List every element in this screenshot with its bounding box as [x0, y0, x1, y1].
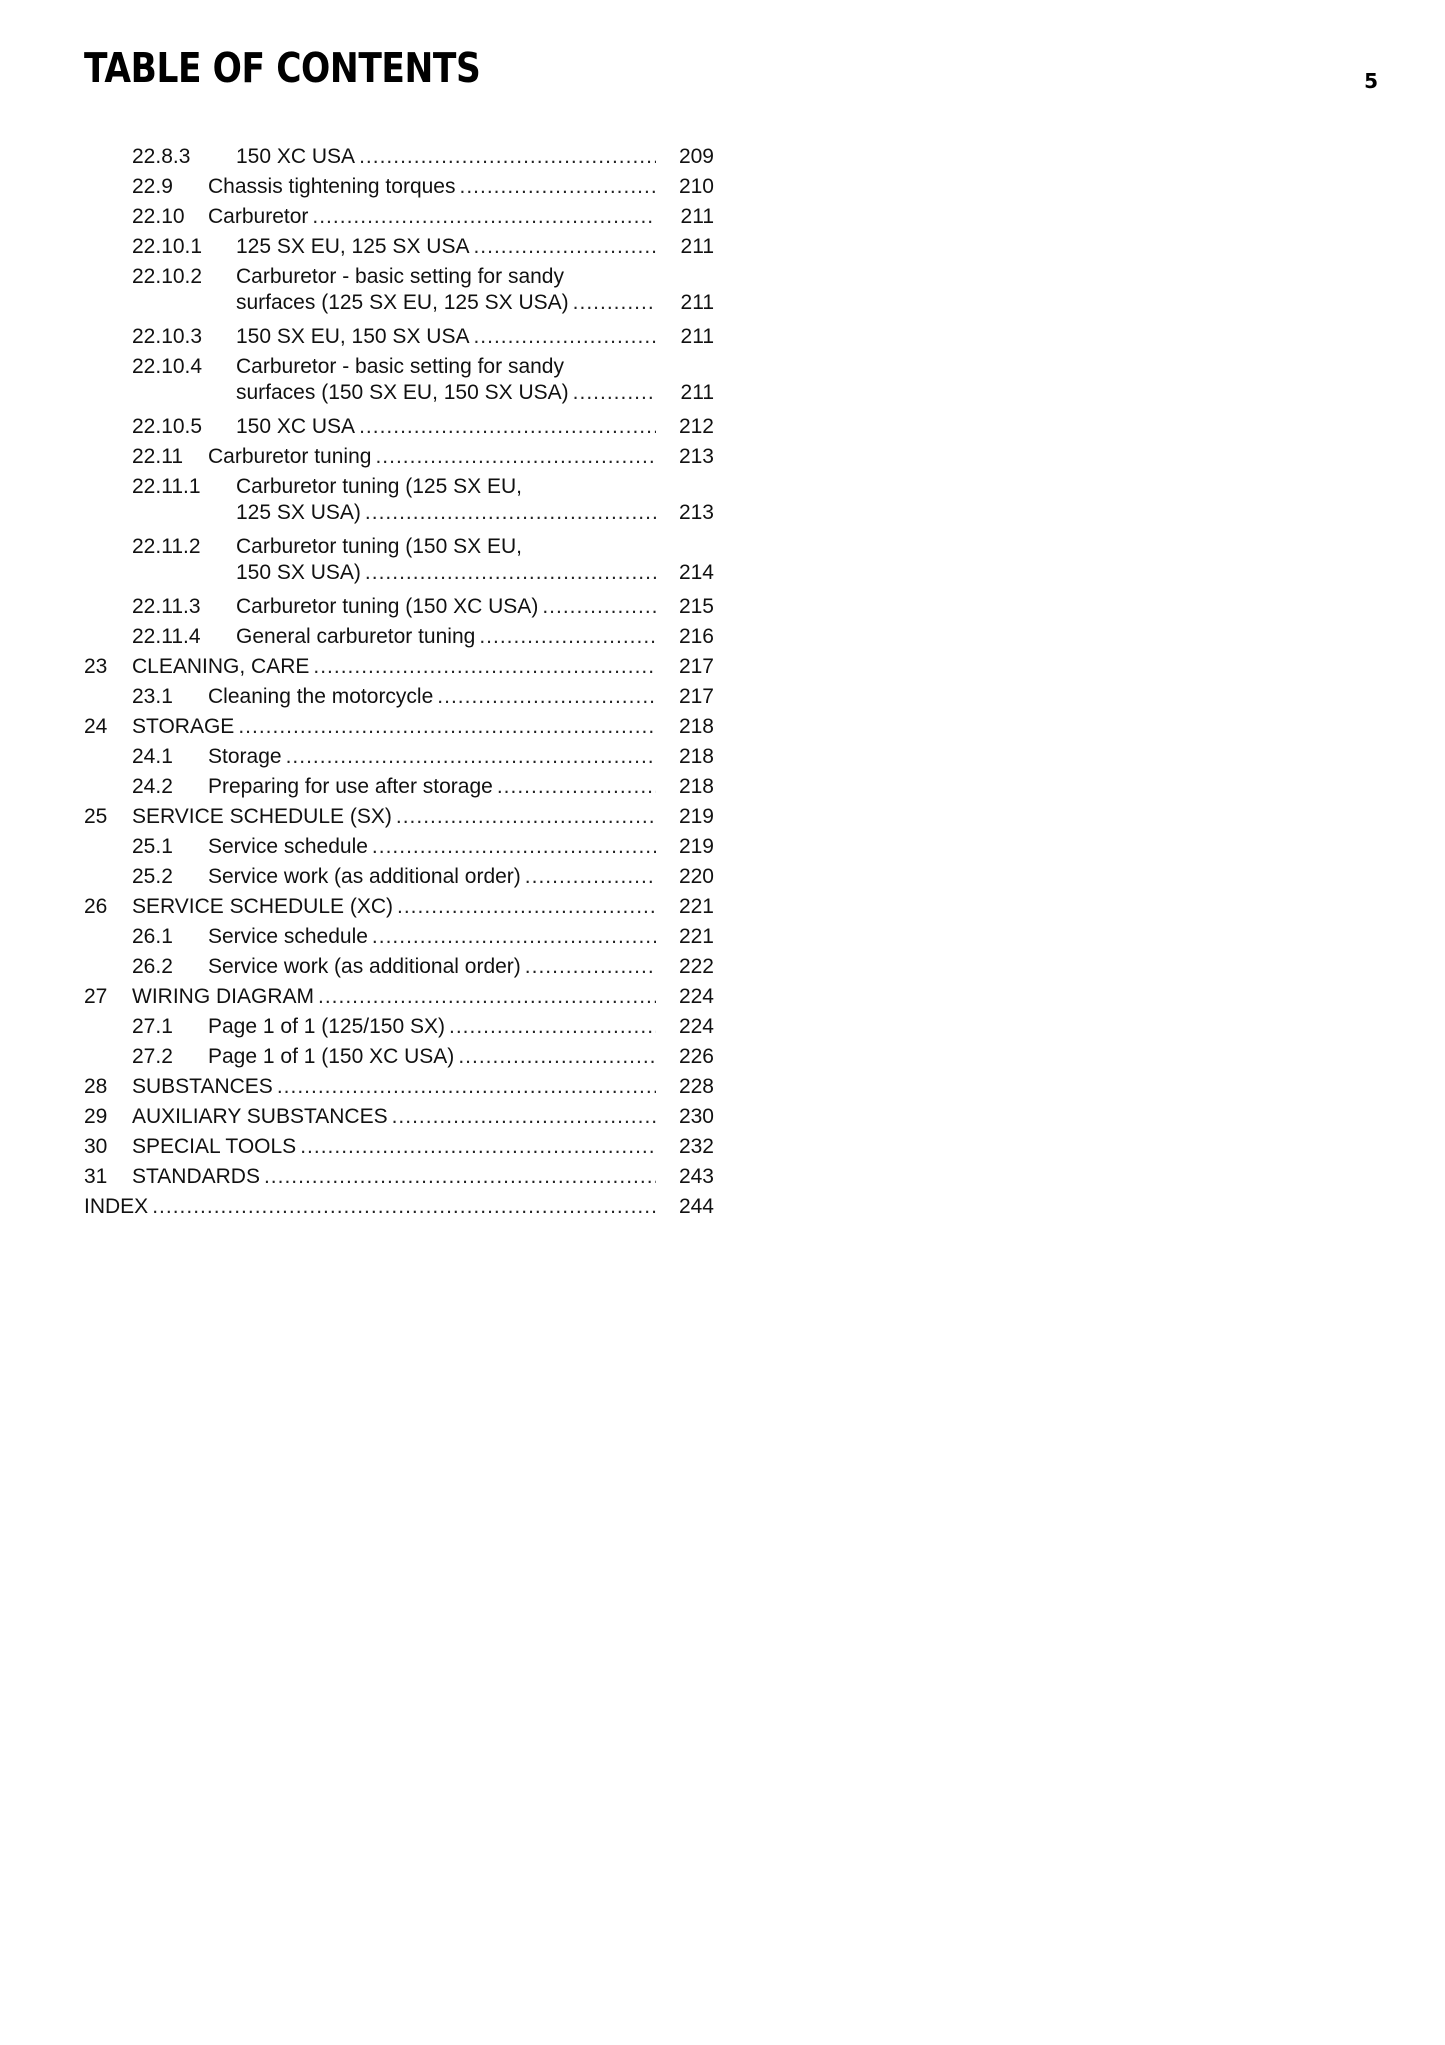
toc-entry[interactable]	[84, 1192, 714, 1222]
toc-entry-title: 150 SX USA)	[236, 561, 361, 584]
toc-entry-page: 244	[678, 1195, 714, 1218]
dot-leader	[277, 1074, 656, 1100]
toc-entry-number: 30	[84, 1135, 108, 1158]
dot-leader	[473, 234, 656, 260]
toc-entry[interactable]	[84, 1102, 714, 1132]
toc-entry[interactable]	[84, 682, 714, 712]
dot-leader	[359, 144, 656, 170]
toc-entry-title: CLEANING, CARE	[132, 655, 310, 678]
toc-entry-page: 210	[678, 175, 714, 198]
toc-entry-page: 226	[678, 1045, 714, 1068]
toc-entry-page: 232	[678, 1135, 714, 1158]
toc-entry-page: 220	[678, 865, 714, 888]
toc-entry-number: 22.11.1	[132, 475, 201, 498]
toc-entry-number: 26	[84, 895, 108, 918]
toc-entry-number: 22.11.4	[132, 625, 201, 648]
toc-entry-page: 211	[680, 325, 714, 348]
toc-entry-title-first-line: Carburetor - basic setting for sandy	[236, 265, 564, 288]
toc-entry-title: Cleaning the motorcycle	[208, 685, 434, 708]
toc-entry-number: 22.10.3	[132, 325, 203, 348]
toc-entry-page: 211	[680, 235, 714, 258]
dot-leader	[437, 684, 656, 710]
dot-leader	[312, 204, 656, 230]
toc-entry-number: 24	[84, 715, 108, 738]
toc-entry-title: INDEX	[84, 1195, 149, 1218]
toc-entry[interactable]	[84, 1012, 714, 1042]
dot-leader	[396, 804, 656, 830]
dot-leader	[458, 1044, 656, 1070]
page-number: 5	[1364, 69, 1378, 93]
toc-entry-title: STANDARDS	[132, 1165, 260, 1188]
dot-leader	[397, 894, 656, 920]
toc-entry-page: 212	[678, 415, 714, 438]
toc-entry-title: Storage	[208, 745, 282, 768]
toc-entry-number: 23.1	[132, 685, 173, 708]
toc-entry-number: 28	[84, 1075, 108, 1098]
toc-entry-number: 24.2	[132, 775, 173, 798]
toc-entry-title: Service schedule	[208, 835, 368, 858]
dot-leader	[392, 1104, 656, 1130]
toc-entry-page: 218	[678, 745, 714, 768]
toc-entry[interactable]	[84, 862, 714, 892]
toc-entry-page: 218	[678, 775, 714, 798]
toc-entry-page: 221	[678, 925, 714, 948]
toc-entry-number: 22.11	[132, 445, 183, 468]
toc-entry-title: Page 1 of 1 (125/150 SX)	[208, 1015, 445, 1038]
dot-leader	[497, 774, 656, 800]
toc-entry-title: SERVICE SCHEDULE (SX)	[132, 805, 392, 828]
toc-entry-number: 29	[84, 1105, 108, 1128]
toc-entry-title: Service schedule	[208, 925, 368, 948]
toc-entry[interactable]	[84, 412, 714, 442]
dot-leader	[525, 864, 656, 890]
toc-entry-number: 27	[84, 985, 108, 1008]
toc-entry[interactable]	[84, 1162, 714, 1192]
dot-leader	[238, 714, 656, 740]
toc-entry[interactable]	[84, 232, 714, 262]
toc-entry-title: Carburetor tuning (150 XC USA)	[236, 595, 539, 618]
toc-entry[interactable]	[84, 982, 714, 1012]
toc-entry-title: 125 SX USA)	[236, 501, 361, 524]
toc-entry[interactable]	[84, 442, 714, 472]
dot-leader	[459, 174, 656, 200]
toc-entry-title: Service work (as additional order)	[208, 955, 521, 978]
dot-leader	[313, 654, 656, 680]
toc-entry[interactable]	[84, 652, 714, 682]
toc-entry[interactable]	[84, 172, 714, 202]
toc-entry-page: 243	[678, 1165, 714, 1188]
table-of-contents	[84, 142, 714, 1222]
toc-entry-title: WIRING DIAGRAM	[132, 985, 314, 1008]
toc-entry-page: 214	[678, 561, 714, 584]
toc-entry[interactable]	[84, 622, 714, 652]
dot-leader	[473, 324, 656, 350]
toc-entry[interactable]	[84, 202, 714, 232]
dot-leader	[359, 414, 656, 440]
dot-leader	[573, 380, 656, 406]
toc-entry-number: 22.10.5	[132, 415, 203, 438]
toc-entry[interactable]	[84, 322, 714, 352]
toc-entry[interactable]	[84, 712, 714, 742]
toc-entry[interactable]	[84, 142, 714, 172]
dot-leader	[372, 834, 656, 860]
dot-leader	[449, 1014, 656, 1040]
toc-entry-title: Chassis tightening torques	[208, 175, 456, 198]
toc-entry-title: General carburetor tuning	[236, 625, 476, 648]
toc-entry-title: Carburetor	[208, 205, 309, 228]
toc-entry-number: 22.10.1	[132, 235, 203, 258]
toc-entry[interactable]	[84, 952, 714, 982]
toc-entry[interactable]	[84, 832, 714, 862]
toc-entry-page: 228	[678, 1075, 714, 1098]
toc-entry-number: 25.2	[132, 865, 173, 888]
toc-entry-page: 219	[678, 805, 714, 828]
toc-entry-number: 22.11.3	[132, 595, 201, 618]
toc-entry-title: SPECIAL TOOLS	[132, 1135, 297, 1158]
toc-entry-title: 150 SX EU, 150 SX USA	[236, 325, 470, 348]
toc-entry-page: 213	[678, 445, 714, 468]
toc-entry[interactable]	[84, 742, 714, 772]
toc-entry-number: 22.10.4	[132, 355, 203, 378]
toc-entry-page: 216	[678, 625, 714, 648]
toc-entry-number: 25.1	[132, 835, 173, 858]
toc-entry[interactable]	[84, 472, 714, 532]
toc-entry-page: 209	[678, 145, 714, 168]
toc-entry-page: 218	[678, 715, 714, 738]
toc-entry-title: Page 1 of 1 (150 XC USA)	[208, 1045, 455, 1068]
dot-leader	[300, 1134, 656, 1160]
toc-entry-number: 26.2	[132, 955, 173, 978]
toc-entry-title: SUBSTANCES	[132, 1075, 273, 1098]
toc-entry-title: STORAGE	[132, 715, 235, 738]
toc-entry-page: 224	[678, 985, 714, 1008]
toc-entry-title: 150 XC USA	[236, 415, 356, 438]
toc-entry[interactable]	[84, 922, 714, 952]
dot-leader	[365, 500, 656, 526]
dot-leader	[152, 1194, 656, 1220]
toc-entry-title: Service work (as additional order)	[208, 865, 521, 888]
toc-entry-number: 22.11.2	[132, 535, 201, 558]
toc-entry[interactable]	[84, 802, 714, 832]
dot-leader	[264, 1164, 656, 1190]
toc-entry-page: 230	[678, 1105, 714, 1128]
toc-entry-page: 221	[678, 895, 714, 918]
toc-entry-page: 217	[678, 685, 714, 708]
toc-entry-page: 224	[678, 1015, 714, 1038]
toc-entry-title: surfaces (150 SX EU, 150 SX USA)	[236, 381, 569, 404]
toc-entry-page: 215	[678, 595, 714, 618]
toc-entry-title: surfaces (125 SX EU, 125 SX USA)	[236, 291, 569, 314]
dot-leader	[375, 444, 656, 470]
toc-entry[interactable]	[84, 532, 714, 592]
toc-entry[interactable]	[84, 1132, 714, 1162]
toc-entry-title: Carburetor tuning	[208, 445, 372, 468]
toc-entry-title-first-line: Carburetor tuning (150 SX EU,	[236, 535, 522, 558]
toc-entry-number: 27.1	[132, 1015, 173, 1038]
dot-leader	[573, 290, 656, 316]
dot-leader	[318, 984, 656, 1010]
toc-entry-number: 25	[84, 805, 108, 828]
toc-entry-page: 222	[678, 955, 714, 978]
toc-entry-number: 23	[84, 655, 108, 678]
toc-entry-number: 22.10.2	[132, 265, 203, 288]
dot-leader	[365, 560, 656, 586]
dot-leader	[286, 744, 656, 770]
toc-entry-title: AUXILIARY SUBSTANCES	[132, 1105, 388, 1128]
toc-entry-title: 125 SX EU, 125 SX USA	[236, 235, 470, 258]
toc-entry-number: 31	[84, 1165, 108, 1188]
toc-entry-page: 217	[678, 655, 714, 678]
toc-entry-title-first-line: Carburetor tuning (125 SX EU,	[236, 475, 522, 498]
toc-entry-page: 211	[680, 381, 714, 404]
dot-leader	[479, 624, 656, 650]
dot-leader	[525, 954, 656, 980]
toc-entry-number: 27.2	[132, 1045, 173, 1068]
toc-entry-title: 150 XC USA	[236, 145, 356, 168]
toc-entry[interactable]	[84, 592, 714, 622]
toc-entry-number: 24.1	[132, 745, 173, 768]
toc-entry-title: Preparing for use after storage	[208, 775, 493, 798]
toc-entry-number: 22.10	[132, 205, 185, 228]
toc-entry[interactable]	[84, 1042, 714, 1072]
toc-entry-page: 219	[678, 835, 714, 858]
toc-entry-number: 26.1	[132, 925, 173, 948]
toc-entry[interactable]	[84, 892, 714, 922]
toc-entry-number: 22.8.3	[132, 145, 191, 168]
toc-entry-title-first-line: Carburetor - basic setting for sandy	[236, 355, 564, 378]
toc-entry-number: 22.9	[132, 175, 173, 198]
toc-entry-page: 211	[680, 205, 714, 228]
dot-leader	[372, 924, 656, 950]
page-title: TABLE OF CONTENTS	[84, 44, 481, 92]
dot-leader	[542, 594, 656, 620]
toc-entry-title: SERVICE SCHEDULE (XC)	[132, 895, 394, 918]
toc-entry[interactable]	[84, 262, 714, 322]
toc-entry[interactable]	[84, 352, 714, 412]
toc-entry[interactable]	[84, 772, 714, 802]
toc-entry-page: 213	[678, 501, 714, 524]
toc-entry-page: 211	[680, 291, 714, 314]
toc-entry[interactable]	[84, 1072, 714, 1102]
